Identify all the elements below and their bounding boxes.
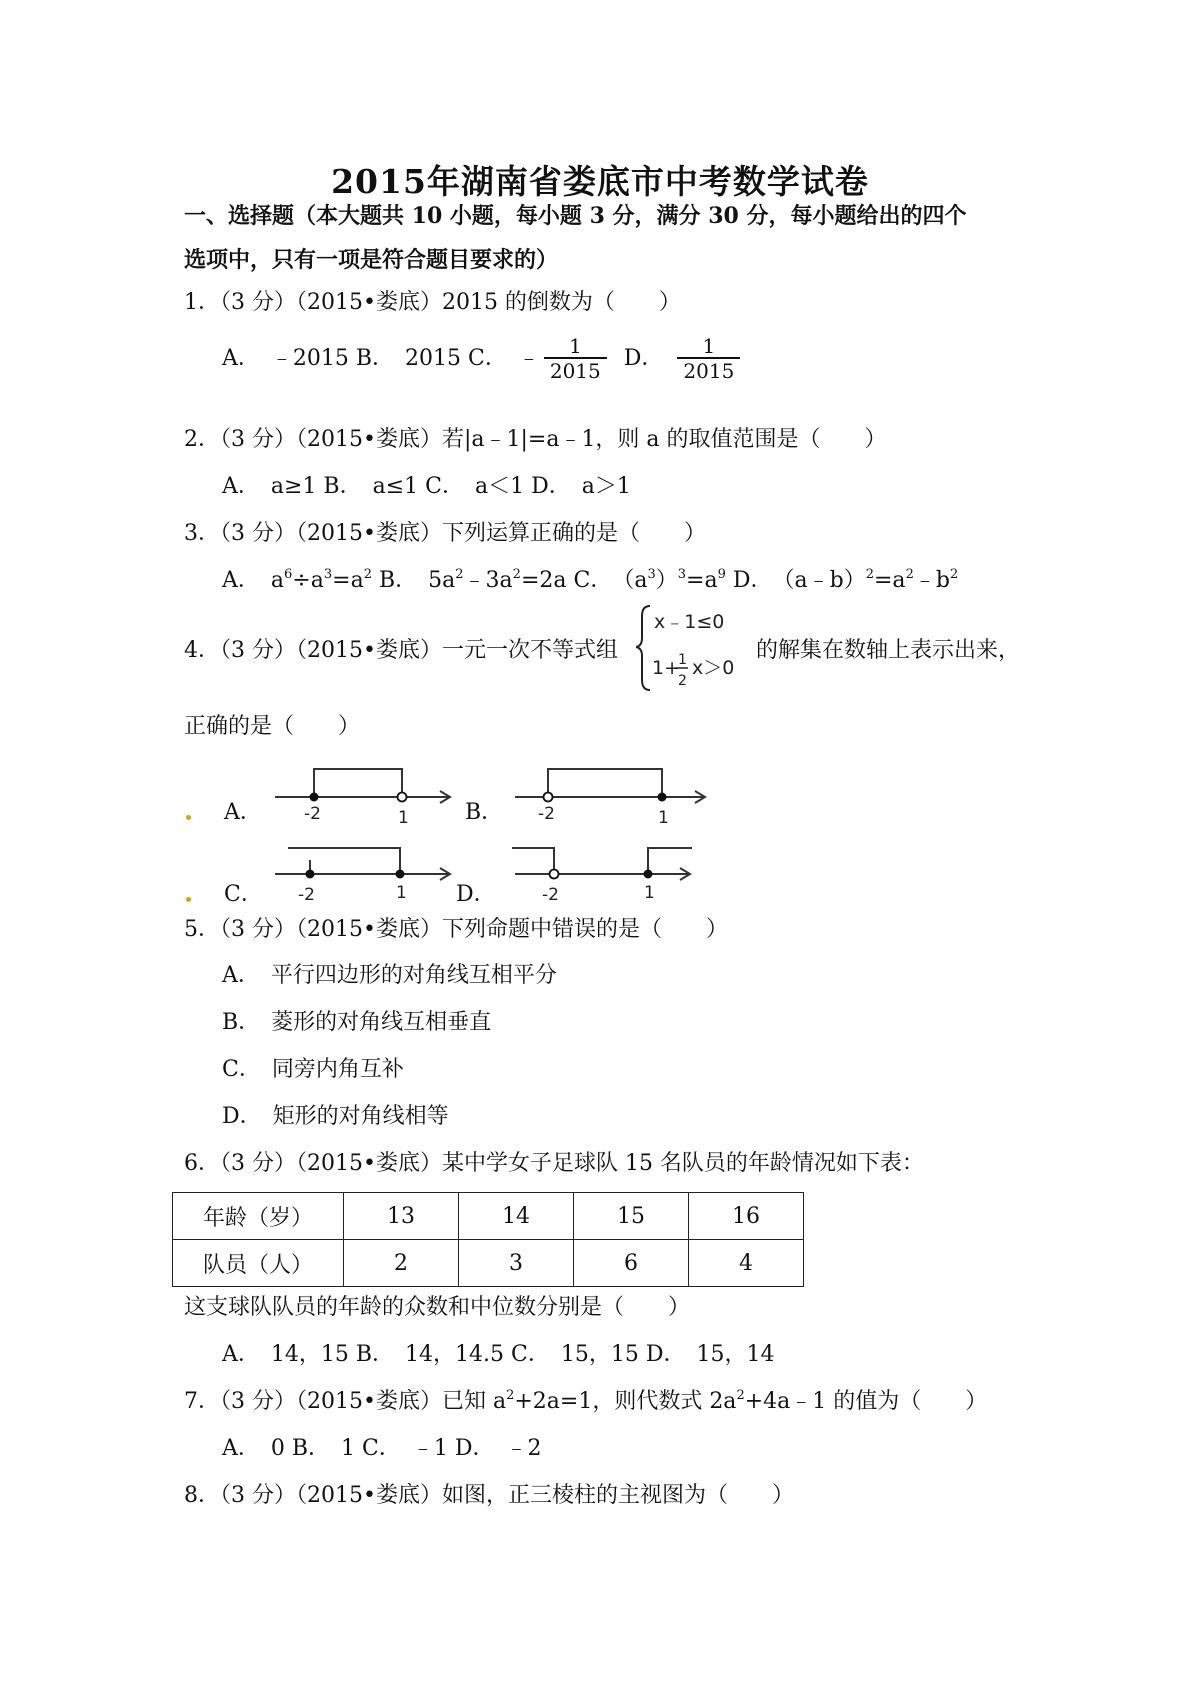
q4-system-frac-num: 1 (678, 652, 687, 668)
table-cell: 14 (459, 1193, 574, 1240)
q4-number-line-d (510, 838, 710, 908)
q4-label-b: B． (465, 800, 504, 825)
section-heading-line1: 一、选择题（本大题共 10 小题，每小题 3 分，满分 30 分，每小题给出的四个 (184, 203, 967, 229)
q4-label-a: A． (224, 800, 262, 825)
q5-option-c: C． 同旁内角互补 (222, 1057, 404, 1082)
q5-stem: 5．（3 分）（2015•娄底）下列命题中错误的是（ ） (184, 917, 728, 942)
q4-stem-before: 4．（3 分）（2015•娄底）一元一次不等式组 (184, 638, 618, 663)
table-row (173, 1193, 804, 1240)
q4-stem-after: 的解集在数轴上表示出来， (756, 638, 1021, 663)
q1-frac-d-den: 2015 (683, 359, 735, 383)
q6-age-table (172, 1192, 804, 1287)
q4-stem-line2: 正确的是（ ） (184, 714, 361, 739)
q7-stem-pre: 7．（3 分）（2015•娄底）已知 a (184, 1389, 507, 1414)
q4-d-tick-neg: -2 (542, 885, 559, 905)
q4-label-c: C． (224, 882, 263, 907)
q3-stem: 3．（3 分）（2015•娄底）下列运算正确的是（ ） (184, 521, 706, 546)
q1-fraction-c (544, 335, 607, 383)
table-cell: 年龄（岁） (173, 1193, 344, 1240)
q8-stem: 8．（3 分）（2015•娄底）如图，正三棱柱的主视图为（ ） (184, 1483, 794, 1508)
q4-number-line-c (270, 838, 460, 908)
bullet-mark (186, 815, 191, 820)
q4-d-tick-pos: 1 (644, 883, 655, 903)
table-cell: 3 (459, 1240, 574, 1287)
q4-system-line2-post: x＞0 (692, 657, 735, 679)
q2-stem: 2．（3 分）（2015•娄底）若|a﹣1|=a﹣1，则 a 的取值范围是（ ） (184, 427, 887, 452)
q6-question: 这支球队队员的年龄的众数和中位数分别是（ ） (184, 1295, 691, 1320)
table-cell: 队员（人） (173, 1240, 344, 1287)
q4-a-tick-neg: -2 (304, 804, 321, 824)
q5-option-a: A． 平行四边形的对角线互相平分 (222, 963, 557, 988)
q2-options: A． a≥1 B． a≤1 C． a＜1 D． a＞1 (222, 474, 631, 499)
table-cell: 2 (344, 1240, 459, 1287)
q7-stem: 7．（3 分）（2015•娄底）已知 $a^2+2a=1$，则代数式 $2a^2+4a﹣1$ 的值为（ ） (184, 1388, 988, 1414)
q1-fraction-d (677, 335, 740, 383)
table-cell: 13 (344, 1193, 459, 1240)
table-cell: 6 (574, 1240, 689, 1287)
table-cell: 4 (689, 1240, 804, 1287)
q6-options: A． 14，15 B． 14，14.5 C． 15，15 D． 15，14 (222, 1342, 775, 1367)
q5-option-b: B． 菱形的对角线互相垂直 (222, 1010, 492, 1035)
table-cell: 15 (574, 1193, 689, 1240)
q4-b-tick-pos: 1 (658, 808, 669, 825)
q4-number-line-b (510, 755, 710, 825)
q1-options (222, 335, 744, 383)
q4-inequality-system (636, 602, 746, 692)
q4-c-tick-pos: 1 (396, 883, 407, 903)
q7-stem-mid: +2a=1，则代数式 2a (514, 1389, 737, 1414)
q7-stem-post: +4a﹣1 的值为（ ） (744, 1389, 988, 1414)
q1-frac-d-num: 1 (677, 335, 740, 359)
q1-options-abc: A． ﹣2015 B． 2015 C． ﹣ (222, 346, 540, 371)
q5-option-d: D． 矩形的对角线相等 (222, 1104, 449, 1129)
q6-stem: 6．（3 分）（2015•娄底）某中学女子足球队 15 名队员的年龄情况如下表： (184, 1151, 924, 1176)
q1-frac-c-den: 2015 (549, 359, 601, 383)
q1-frac-c-num: 1 (544, 335, 607, 359)
q1-option-d-label: D． (623, 346, 664, 371)
q3-options: A． $a^6\div a^3=a^2$ B． $5a^2﹣3a^2=2a$ C． $(a^3)^3=a^9$ D． $(a﹣b)^2=a^2﹣b^2$ (222, 567, 959, 593)
page-title: 2015年湖南省娄底市中考数学试卷 (331, 162, 869, 201)
q4-system-line1: x﹣1≤0 (654, 611, 725, 633)
q4-b-tick-neg: -2 (538, 804, 555, 824)
q4-number-line-a (270, 755, 460, 825)
q1-stem: 1．（3 分）（2015•娄底）2015 的倒数为（ ） (184, 290, 681, 315)
q4-c-tick-neg: -2 (298, 885, 315, 905)
q4-system-line2-pre: 1+ (652, 657, 681, 679)
table-row (173, 1240, 804, 1287)
q4-stem (184, 636, 618, 666)
section-heading-line2: 选项中，只有一项是符合题目要求的） (184, 247, 559, 273)
table-cell: 16 (689, 1193, 804, 1240)
q4-label-d: D． (456, 882, 496, 907)
bullet-mark (186, 897, 191, 902)
q7-options: A． 0 B． 1 C． ﹣1 D． ﹣2 (222, 1436, 542, 1461)
q4-a-tick-pos: 1 (398, 808, 409, 825)
q4-system-frac-den: 2 (678, 673, 687, 689)
